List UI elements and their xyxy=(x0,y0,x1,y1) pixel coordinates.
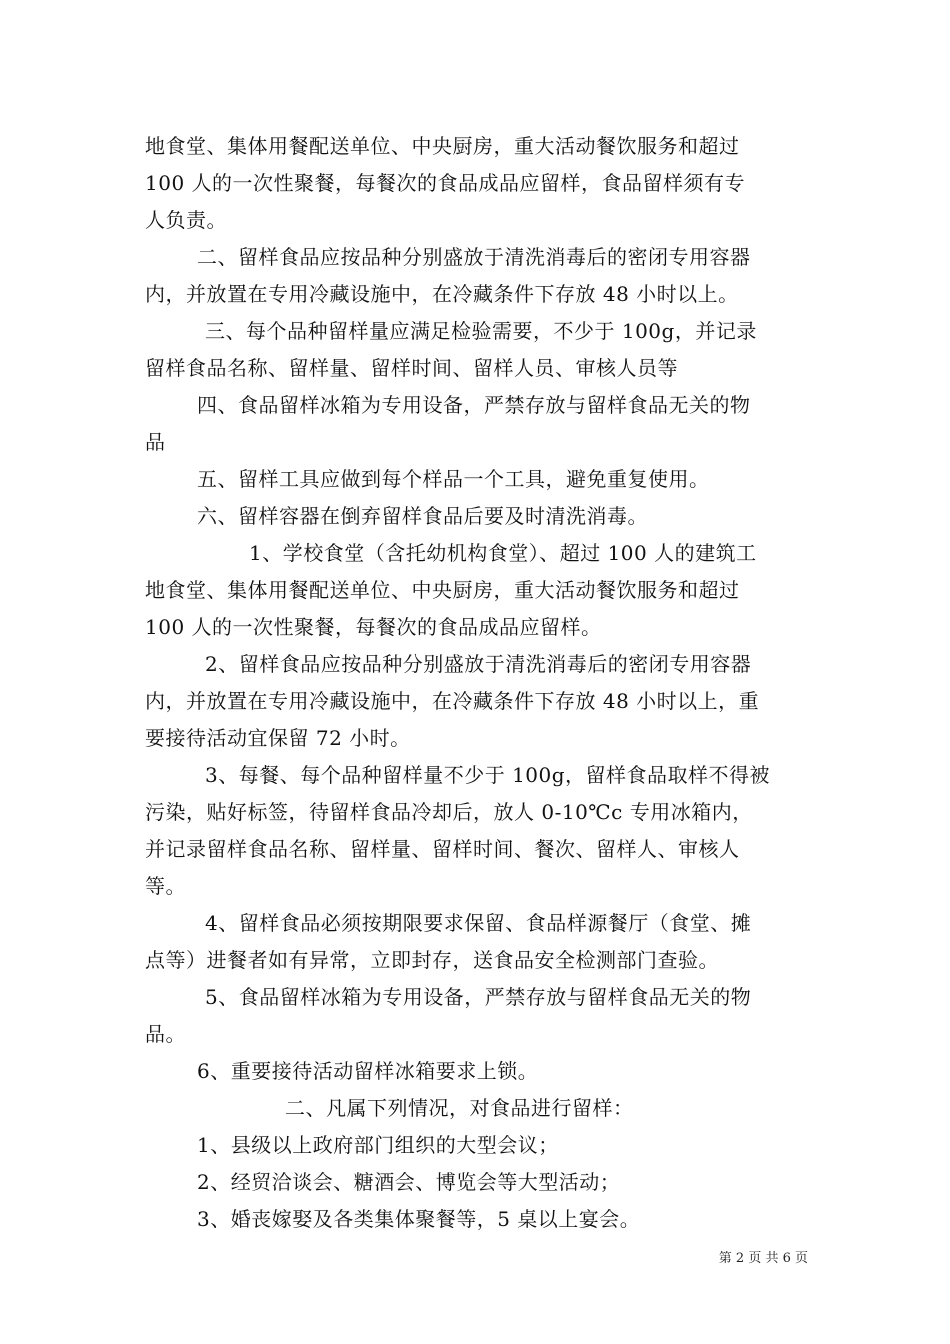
text-line: 5、食品留样冰箱为专用设备，严禁存放与留样食品无关的物 xyxy=(205,985,752,1009)
text-line: 地食堂、集体用餐配送单位、中央厨房，重大活动餐饮服务和超过 xyxy=(145,134,740,158)
text-line: 地食堂、集体用餐配送单位、中央厨房，重大活动餐饮服务和超过 xyxy=(145,578,740,602)
text-line: 2、经贸洽谈会、糖酒会、博览会等大型活动； xyxy=(197,1170,621,1194)
text-line: 内，并放置在专用冷藏设施中，在冷藏条件下存放 48 小时以上，重 xyxy=(145,689,760,713)
text-line: 留样食品名称、留样量、留样时间、留样人员、审核人员等 xyxy=(145,356,678,380)
text-line: 1、学校食堂（含托幼机构食堂）、超过 100 人的建筑工 xyxy=(249,541,757,565)
text-line: 2、留样食品应按品种分别盛放于清洗消毒后的密闭专用容器 xyxy=(205,652,752,676)
text-line: 内，并放置在专用冷藏设施中，在冷藏条件下存放 48 小时以上。 xyxy=(145,282,739,306)
text-line: 6、重要接待活动留样冰箱要求上锁。 xyxy=(197,1059,539,1083)
page-number: 第 2 页 共 6 页 xyxy=(718,1251,808,1266)
text-line: 二、凡属下列情况，对食品进行留样： xyxy=(285,1096,634,1120)
text-line: 4、留样食品必须按期限要求保留、食品样源餐厅（食堂、摊 xyxy=(205,911,752,935)
text-line: 污染，贴好标签，待留样食品冷却后，放人 0-10℃c 专用冰箱内， xyxy=(145,800,753,824)
text-line: 等。 xyxy=(145,874,186,898)
text-line: 点等）进餐者如有异常，立即封存，送食品安全检测部门查验。 xyxy=(145,948,719,972)
text-line: 100 人的一次性聚餐，每餐次的食品成品应留样。 xyxy=(145,615,602,639)
text-line: 品。 xyxy=(145,1022,186,1046)
text-line: 1、县级以上政府部门组织的大型会议； xyxy=(197,1133,559,1157)
text-line: 二、留样食品应按品种分别盛放于清洗消毒后的密闭专用容器 xyxy=(197,245,751,269)
text-line: 五、留样工具应做到每个样品一个工具，避免重复使用。 xyxy=(197,467,710,491)
text-line: 六、留样容器在倒弃留样食品后要及时清洗消毒。 xyxy=(197,504,648,528)
text-line: 3、每餐、每个品种留样量不少于 100g，留样食品取样不得被 xyxy=(205,763,771,787)
text-line: 并记录留样食品名称、留样量、留样时间、餐次、留样人、审核人 xyxy=(145,837,740,861)
text-line: 100 人的一次性聚餐，每餐次的食品成品应留样，食品留样须有专 xyxy=(145,171,746,195)
text-line: 四、食品留样冰箱为专用设备，严禁存放与留样食品无关的物 xyxy=(197,393,751,417)
document-body xyxy=(145,128,807,1238)
text-line: 人负责。 xyxy=(145,208,227,232)
text-line: 要接待活动宜保留 72 小时。 xyxy=(145,726,411,750)
text-line: 品 xyxy=(145,430,166,454)
text-line: 3、婚丧嫁娶及各类集体聚餐等，5 桌以上宴会。 xyxy=(197,1207,641,1231)
text-line: 三、每个品种留样量应满足检验需要，不少于 100g，并记录 xyxy=(205,319,757,343)
